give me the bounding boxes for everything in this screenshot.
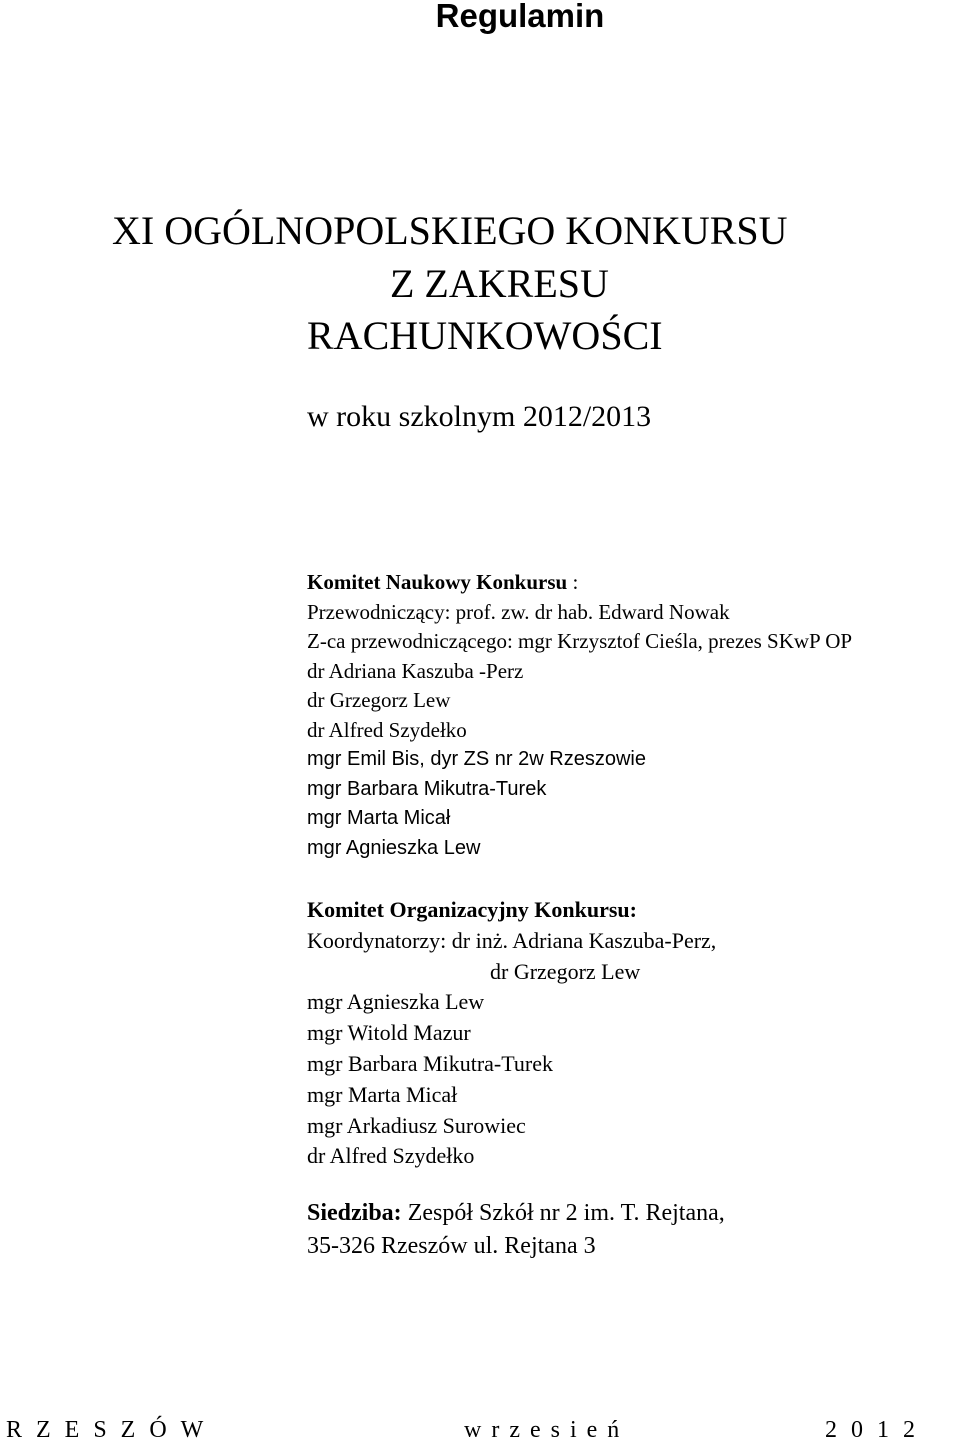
organizer-member: dr Alfred Szydełko (307, 1143, 475, 1169)
contest-title-line-2: Z ZAKRESU (390, 261, 609, 306)
seat-line-2: 35-326 Rzeszów ul. Rejtana 3 (307, 1233, 596, 1259)
seat-school: Zespół Szkół nr 2 im. T. Rejtana, (401, 1200, 725, 1226)
school-year: w roku szkolnym 2012/2013 (307, 400, 652, 433)
document-title: Regulamin (435, 0, 605, 34)
committee-member: mgr Barbara Mikutra-Turek (307, 777, 547, 800)
seat-line-1 (307, 1197, 725, 1230)
organizer-member: mgr Marta Micał (307, 1081, 458, 1107)
seat-label: Siedziba: (307, 1200, 402, 1226)
committee-member: mgr Emil Bis, dyr ZS nr 2w Rzeszowie (307, 748, 646, 770)
contest-title-line-3: RACHUNKOWOŚCI (307, 313, 663, 358)
committee-deputy: Z-ca przewodniczącego: mgr Krzysztof Cieśla, prezes SKwP OP (307, 629, 853, 653)
organizer-member: mgr Witold Mazur (307, 1020, 471, 1046)
committee-member: dr Alfred Szydełko (307, 717, 467, 742)
seat-address (307, 1197, 725, 1263)
organizer-member: mgr Barbara Mikutra-Turek (307, 1050, 554, 1076)
organizer-member: mgr Agnieszka Lew (307, 989, 485, 1015)
coordinators: Koordynatorzy: dr inż. Adriana Kaszuba-Perz, (307, 927, 717, 953)
scientific-committee (307, 568, 852, 863)
scientific-committee-heading-suffix: : (567, 570, 579, 594)
coordinator-second: dr Grzegorz Lew (490, 958, 641, 984)
committee-chair: Przewodniczący: prof. zw. dr hab. Edward Nowak (307, 599, 730, 624)
footer-city: RZESZÓW (6, 1417, 218, 1443)
scientific-committee-heading-line (307, 568, 852, 598)
organizing-committee-heading: Komitet Organizacyjny Konkursu: (307, 897, 637, 922)
committee-member: mgr Marta Micał (307, 807, 451, 829)
contest-title-line-1: XI OGÓLNOPOLSKIEGO KONKURSU (112, 208, 788, 253)
footer-year: 2012 (825, 1417, 929, 1443)
organizer-member: mgr Arkadiusz Surowiec (307, 1112, 526, 1138)
scientific-committee-heading: Komitet Naukowy Konkursu (307, 570, 568, 594)
organizing-committee (307, 895, 716, 1172)
committee-member: dr Adriana Kaszuba -Perz (307, 658, 524, 683)
committee-member: dr Grzegorz Lew (307, 688, 451, 712)
committee-member: mgr Agnieszka Lew (307, 836, 481, 859)
footer-month: wrzesień (464, 1417, 630, 1443)
